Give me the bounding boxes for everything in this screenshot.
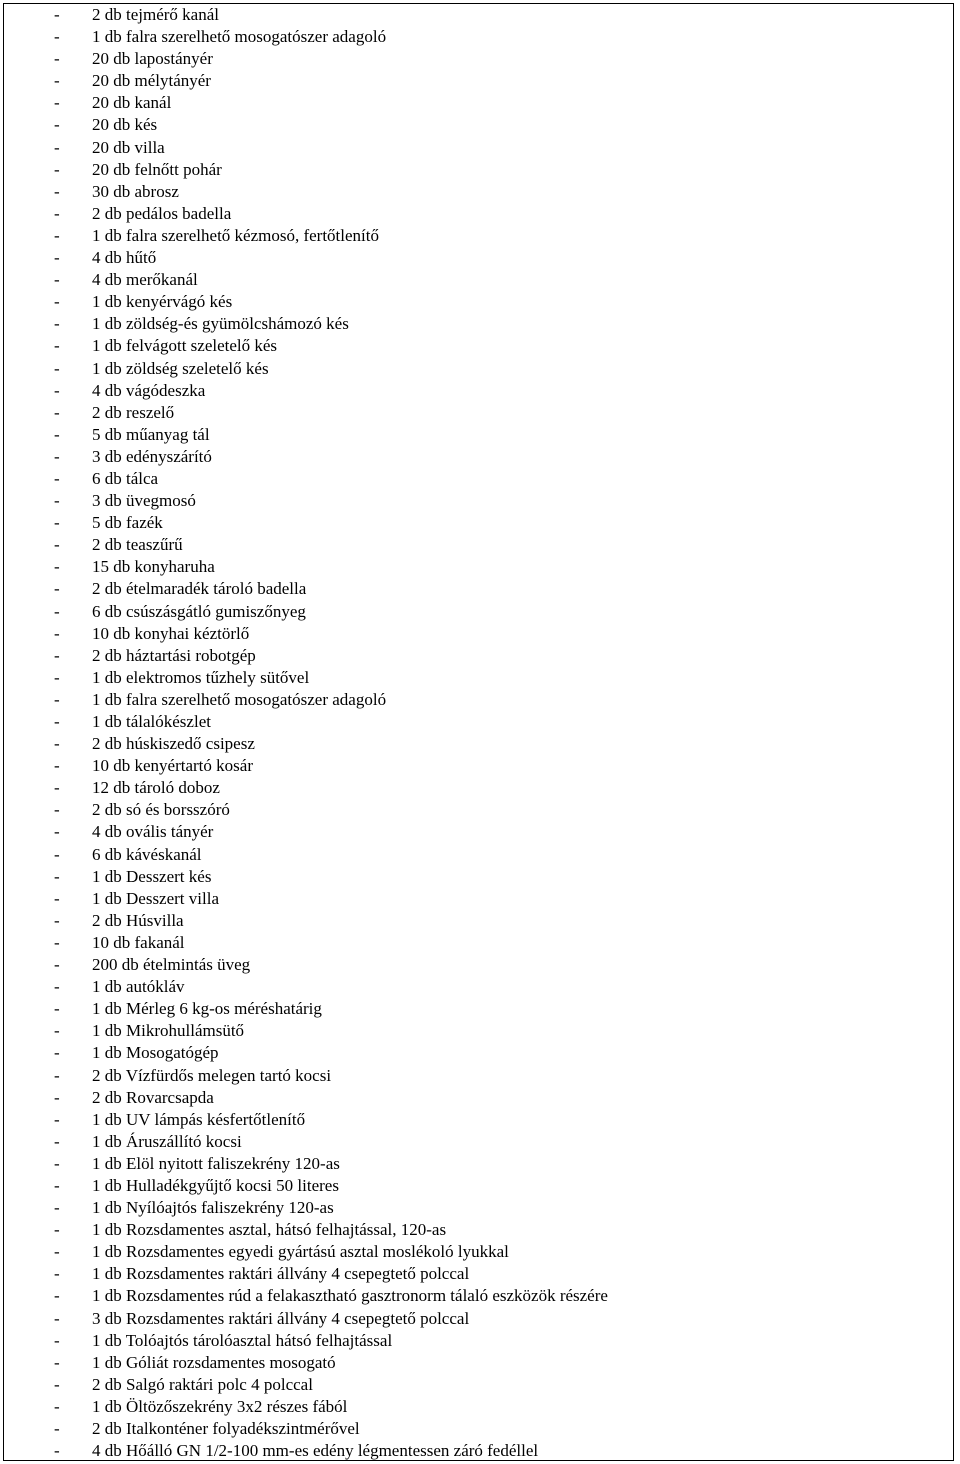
list-bullet: - — [54, 292, 60, 312]
list-item-text: 2 db Húsvilla — [92, 910, 184, 930]
list-bullet: - — [54, 1043, 60, 1063]
list-bullet: - — [54, 380, 60, 400]
list-bullet: - — [54, 225, 60, 245]
list-bullet: - — [54, 866, 60, 886]
list-item-text: 2 db pedálos badella — [92, 203, 232, 223]
list-item-text: 5 db fazék — [92, 513, 163, 533]
list-item-text: 10 db fakanál — [92, 932, 185, 952]
list-item-text: 1 db felvágott szeletelő kés — [92, 336, 278, 356]
list-item-text: 1 db Elöl nyitott faliszekrény 120-as — [92, 1153, 340, 1173]
list-bullet: - — [54, 756, 60, 776]
list-item-text: 4 db merőkanál — [92, 270, 198, 290]
list-bullet: - — [54, 314, 60, 334]
list-bullet: - — [54, 424, 60, 444]
list-bullet: - — [54, 1198, 60, 1218]
list-bullet: - — [54, 1374, 60, 1394]
list-item-text: 1 db Desszert villa — [92, 888, 219, 908]
list-bullet: - — [54, 402, 60, 422]
list-bullet: - — [54, 1264, 60, 1284]
list-bullet: - — [54, 932, 60, 952]
list-item-text: 1 db Tolóajtós tárolóasztal hátsó felhajtással — [92, 1330, 393, 1350]
list-item-text: 2 db só és borsszóró — [92, 800, 230, 820]
list-item-text: 2 db Italkonténer folyadékszintmérővel — [92, 1419, 360, 1438]
list-bullet: - — [54, 910, 60, 930]
list-item-text: 2 db reszelő — [92, 402, 175, 422]
list-item-text: 1 db falra szerelhető mosogatószer adagoló — [92, 689, 387, 709]
list-bullet: - — [54, 888, 60, 908]
list-bullet: - — [54, 1308, 60, 1328]
list-bullet: - — [54, 1352, 60, 1372]
list-bullet: - — [54, 1175, 60, 1195]
list-bullet: - — [54, 579, 60, 599]
list-item-text: 1 db Rozsdamentes egyedi gyártású asztal moslékoló lyukkal — [92, 1242, 509, 1262]
list-bullet: - — [54, 513, 60, 533]
list-bullet: - — [54, 601, 60, 621]
list-item-text: 1 db tálalókészlet — [92, 712, 211, 731]
list-item-text: 4 db vágódeszka — [92, 380, 206, 400]
list-item-text: 1 db Desszert kés — [92, 866, 212, 886]
list-bullet: - — [54, 468, 60, 488]
list-item-text: 1 db UV lámpás késfertőtlenítő — [92, 1109, 306, 1129]
list-item-text: 20 db kés — [92, 115, 158, 135]
list-bullet: - — [54, 645, 60, 665]
list-bullet: - — [54, 203, 60, 223]
list-item-text: 6 db tálca — [92, 468, 159, 488]
list-bullet: - — [54, 712, 60, 731]
list-item-text: 1 db Góliát rozsdamentes mosogató — [92, 1352, 336, 1372]
list-item-text: 1 db Öltözőszekrény 3x2 részes fából — [92, 1396, 348, 1416]
list-item-text: 2 db Rovarcsapda — [92, 1087, 214, 1107]
list-item-text: 200 db ételmintás üveg — [92, 955, 251, 975]
list-bullet: - — [54, 93, 60, 113]
list-bullet: - — [54, 49, 60, 69]
list-bullet: - — [54, 844, 60, 864]
list-bullet: - — [54, 358, 60, 378]
list-bullet: - — [54, 667, 60, 687]
list-bullet: - — [54, 270, 60, 290]
list-bullet: - — [54, 336, 60, 356]
list-bullet: - — [54, 1021, 60, 1041]
list-item-text: 1 db zöldség szeletelő kés — [92, 358, 269, 378]
list-item-text: 6 db kávéskanál — [92, 844, 202, 864]
list-item-text: 4 db ovális tányér — [92, 822, 214, 842]
list-item-text: 30 db abrosz — [92, 181, 179, 201]
list-bullet: - — [54, 999, 60, 1019]
list-bullet: - — [54, 1131, 60, 1151]
list-bullet: - — [54, 734, 60, 754]
list-bullet: - — [54, 977, 60, 997]
list-bullet: - — [54, 955, 60, 975]
list-item-text: 2 db tejmérő kanál — [92, 5, 219, 24]
list-item-text: 2 db ételmaradék tároló badella — [92, 579, 307, 599]
list-item-text: 15 db konyharuha — [92, 557, 215, 577]
list-bullet: - — [54, 137, 60, 157]
list-item-text: 1 db Nyílóajtós faliszekrény 120-as — [92, 1198, 334, 1218]
list-bullet: - — [54, 1220, 60, 1240]
list-bullet: - — [54, 822, 60, 842]
list-bullet: - — [54, 557, 60, 577]
list-item-text: 20 db villa — [92, 137, 165, 157]
list-item-text: 6 db csúszásgátló gumiszőnyeg — [92, 601, 306, 621]
list-bullet: - — [54, 623, 60, 643]
list-bullet: - — [54, 1109, 60, 1129]
list-item-text: 10 db kenyértartó kosár — [92, 756, 253, 776]
list-item-text: 1 db Mosogatógép — [92, 1043, 219, 1063]
list-item-text: 10 db konyhai kéztörlő — [92, 623, 250, 643]
list-item-text: 3 db Rozsdamentes raktári állvány 4 csepegtető polccal — [92, 1308, 470, 1328]
list-bullet: - — [54, 535, 60, 555]
list-item-text: 20 db felnőtt pohár — [92, 159, 222, 179]
list-item-text: 1 db autókláv — [92, 977, 185, 997]
list-item-text: 3 db edényszárító — [92, 446, 212, 466]
list-item-text: 1 db Áruszállító kocsi — [92, 1131, 242, 1151]
list-bullet: - — [54, 1286, 60, 1306]
list-item-text: 4 db Hőálló GN 1/2-100 mm-es edény légmentessen záró fedéllel — [92, 1441, 539, 1461]
list-bullet: - — [54, 1419, 60, 1438]
list-item-text: 1 db Mikrohullámsütő — [92, 1021, 245, 1041]
list-bullet: - — [54, 1441, 60, 1461]
list-item-text: 1 db falra szerelhető mosogatószer adagoló — [92, 27, 387, 47]
list-bullet: - — [54, 1330, 60, 1350]
list-bullet: - — [54, 115, 60, 135]
list-item-text: 1 db elektromos tűzhely sütővel — [92, 667, 310, 687]
list-item-text: 2 db háztartási robotgép — [92, 645, 256, 665]
list-bullet: - — [54, 689, 60, 709]
list-bullet: - — [54, 1242, 60, 1262]
list-item-text: 20 db mélytányér — [92, 71, 211, 91]
list-bullet: - — [54, 5, 60, 24]
list-bullet: - — [54, 159, 60, 179]
list-item-text: 1 db Rozsdamentes raktári állvány 4 csepegtető polccal — [92, 1264, 470, 1284]
list-bullet: - — [54, 491, 60, 511]
list-bullet: - — [54, 1087, 60, 1107]
list-item-text: 12 db tároló doboz — [92, 778, 220, 798]
list-bullet: - — [54, 27, 60, 47]
list-bullet: - — [54, 1065, 60, 1085]
list-bullet: - — [54, 800, 60, 820]
list-item-text: 5 db műanyag tál — [92, 424, 210, 444]
list-item-text: 2 db húskiszedő csipesz — [92, 734, 255, 754]
list-bullet: - — [54, 446, 60, 466]
list-item-text: 20 db lapostányér — [92, 49, 213, 69]
list-bullet: - — [54, 1396, 60, 1416]
list-bullet: - — [54, 71, 60, 91]
list-item-text: 2 db Vízfürdős melegen tartó kocsi — [92, 1065, 332, 1085]
list-item-text: 1 db zöldség-és gyümölcshámozó kés — [92, 314, 349, 334]
list-item-text: 1 db Rozsdamentes rúd a felakasztható gasztronorm tálaló eszközök részére — [92, 1286, 608, 1306]
list-item-text: 2 db teaszűrű — [92, 535, 183, 555]
list-item-text: 1 db kenyérvágó kés — [92, 292, 233, 312]
list-bullet: - — [54, 1153, 60, 1173]
list-item-text: 2 db Salgó raktári polc 4 polccal — [92, 1374, 313, 1394]
list-item-text: 1 db Hulladékgyűjtő kocsi 50 literes — [92, 1175, 339, 1195]
list-item-text: 1 db falra szerelhető kézmosó, fertőtlenítő — [92, 225, 379, 245]
list-bullet: - — [54, 778, 60, 798]
list-item-text: 4 db hűtő — [92, 248, 157, 268]
list-bullet: - — [54, 181, 60, 201]
list-item-text: 3 db üvegmosó — [92, 491, 196, 511]
list-item-text: 1 db Mérleg 6 kg-os méréshatárig — [92, 999, 322, 1019]
list-bullet: - — [54, 248, 60, 268]
list-item-text: 20 db kanál — [92, 93, 172, 113]
list-item-text: 1 db Rozsdamentes asztal, hátsó felhajtással, 120-as — [92, 1220, 447, 1240]
